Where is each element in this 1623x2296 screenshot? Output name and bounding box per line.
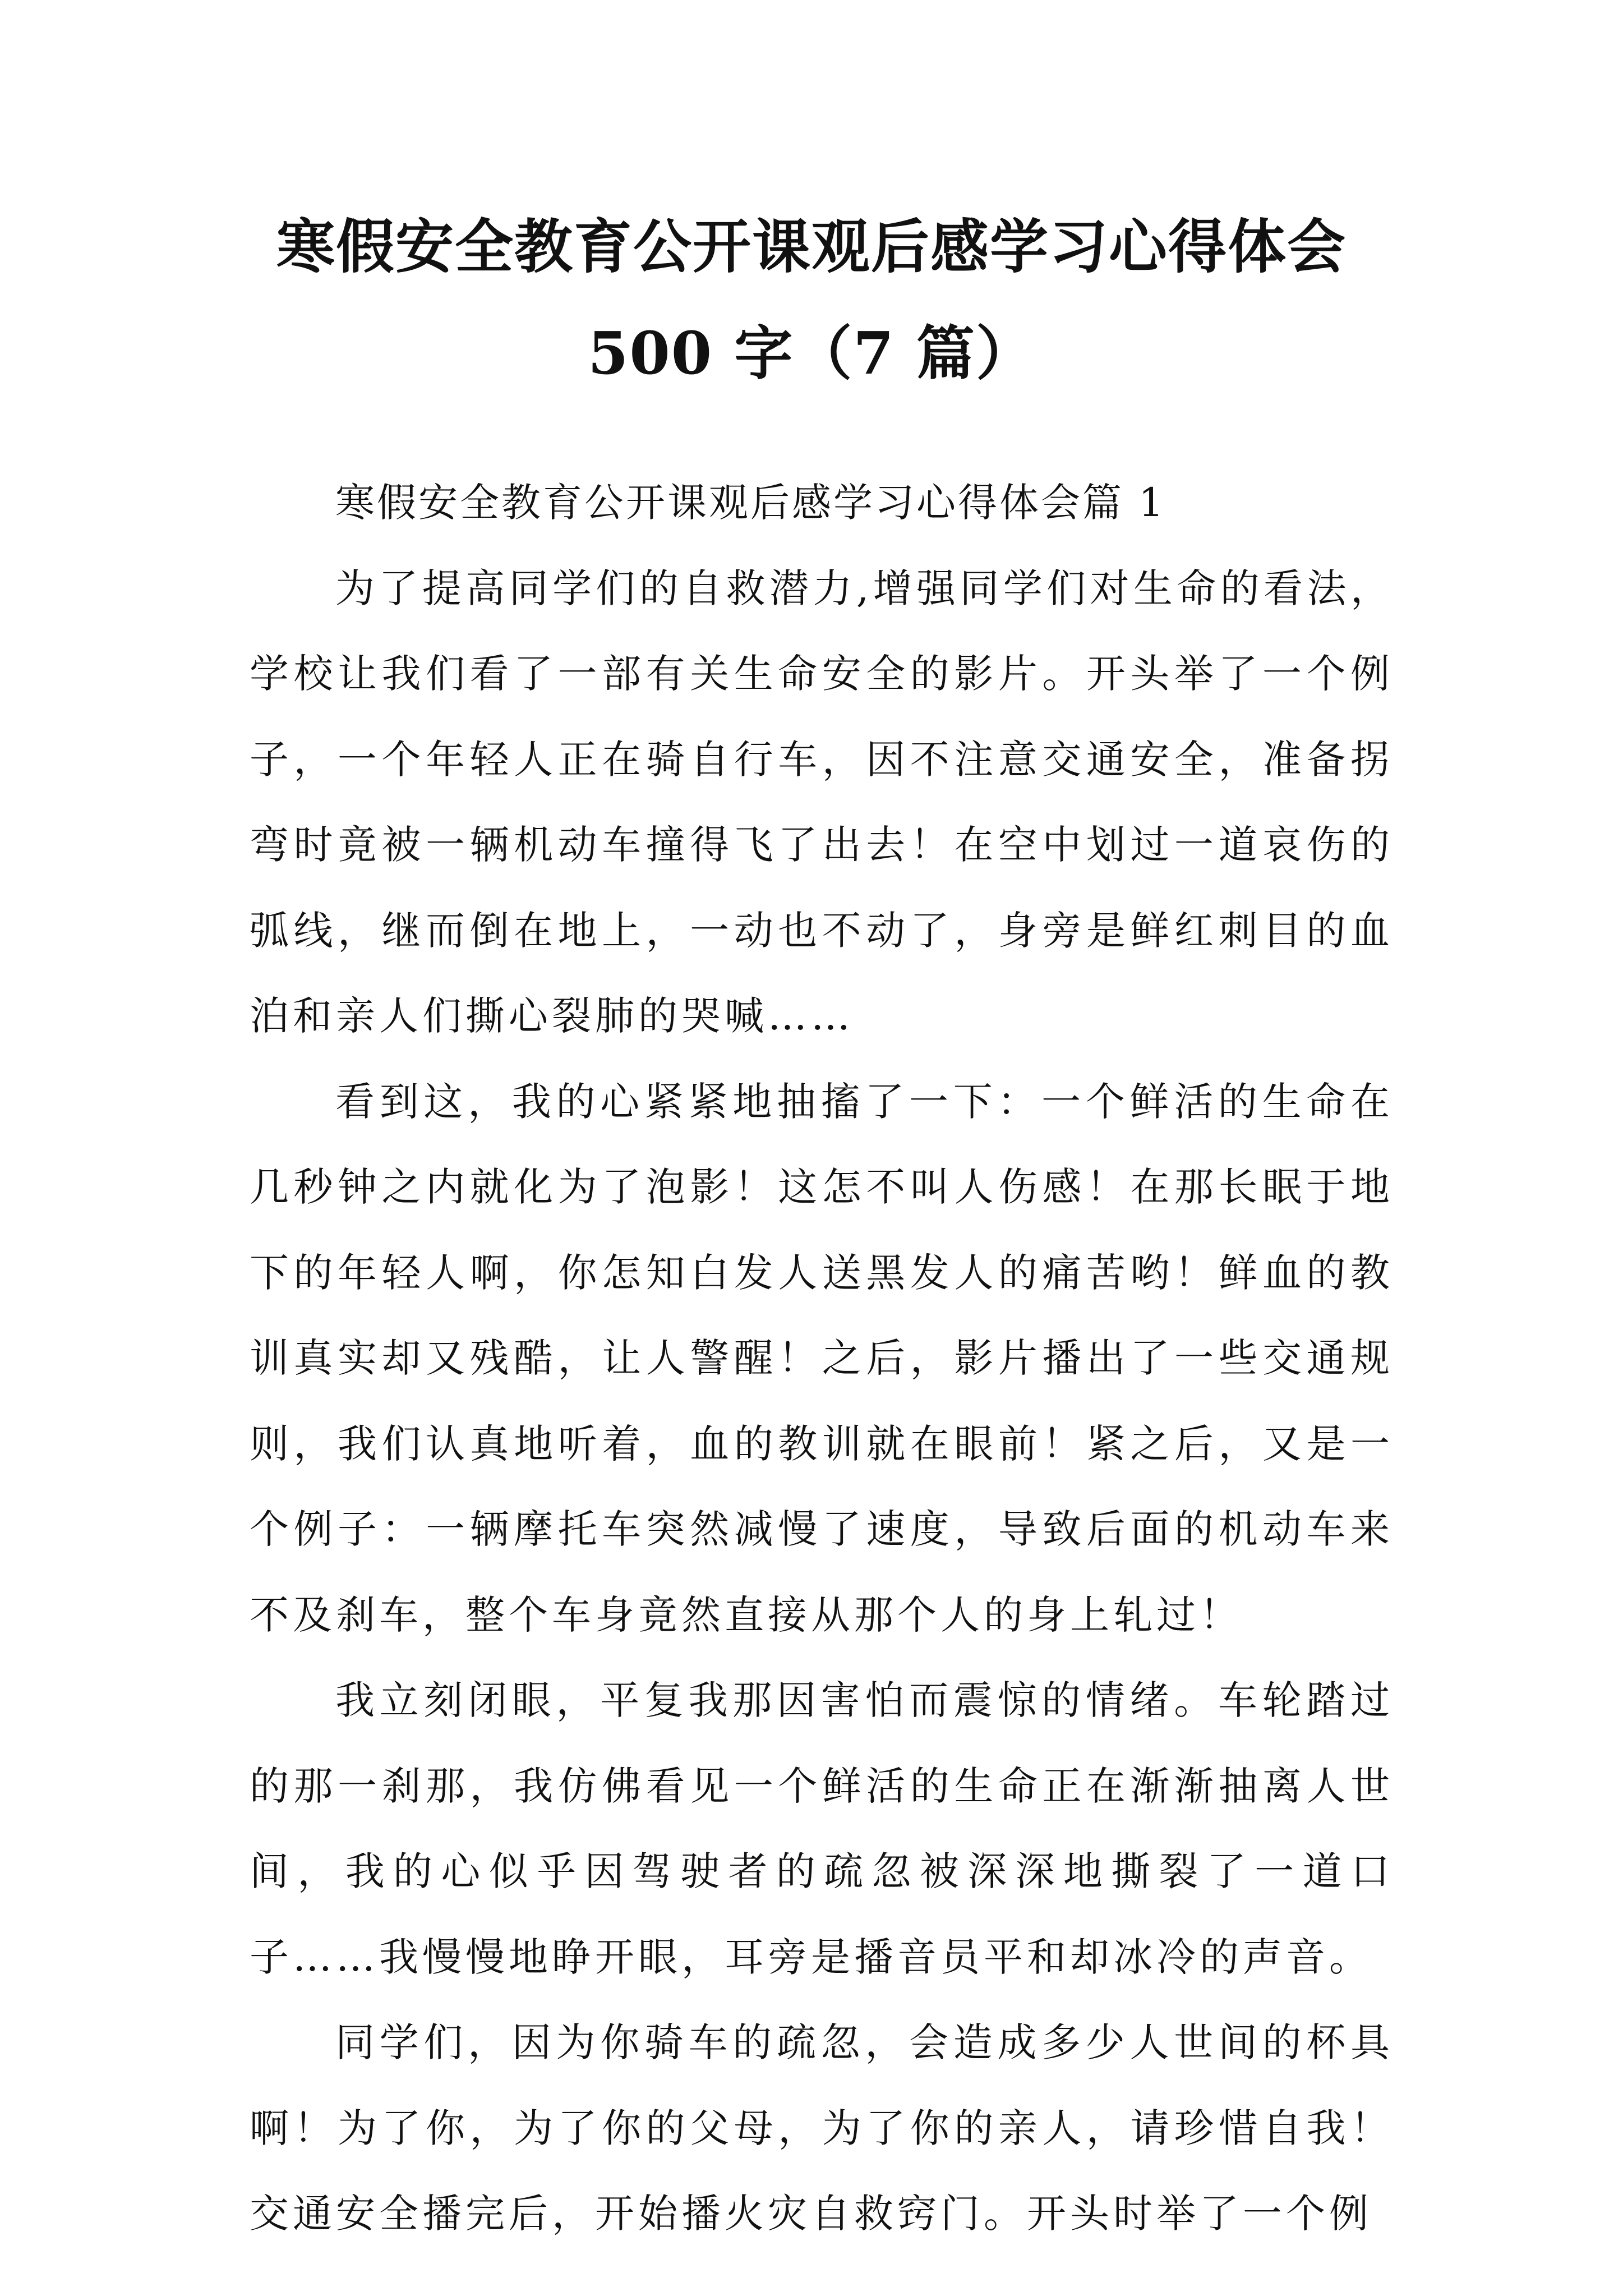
document-body <box>250 460 1394 2257</box>
document-title <box>168 194 1455 407</box>
paragraph-4: 同学们，因为你骑车的疏忽，会造成多少人世间的杯具啊！为了你，为了你的父母，为了你的亲人，请珍惜自我！交通安全播完后，开始播火灾自救窍门。开头时举了一个例 <box>250 2019 1394 2237</box>
title-line-1: 寒假安全教育公开课观后感学习心得体会 <box>276 212 1347 281</box>
title-line-2: 500 字（7 篇） <box>588 319 1035 388</box>
paragraph-3: 我立刻闭眼，平复我那因害怕而震惊的情绪。车轮踏过的那一刹那，我仿佛看见一个鲜活的生命正在渐渐抽离人世间，我的心似乎因驾驶者的疏忽被深深地撕裂了一道口子……我慢慢地睁开眼，耳旁是播音员平和却冰冷的声音。 <box>250 1677 1394 1980</box>
paragraph-1: 为了提高同学们的自救潜力,增强同学们对生命的看法，学校让我们看了一部有关生命安全的影片。开头举了一个例子，一个年轻人正在骑自行车，因不注意交通安全，准备拐弯时竟被一辆机动车撞得飞了出去！在空中划过一道哀伤的弧线，继而倒在地上，一动也不动了，身旁是鲜红刺目的血泊和亲人们撕心裂肺的哭喊…… <box>250 565 1394 1039</box>
paragraph-2: 看到这，我的心紧紧地抽搐了一下：一个鲜活的生命在几秒钟之内就化为了泡影！这怎不叫人伤感！在那长眠于地下的年轻人啊，你怎知白发人送黑发人的痛苦哟！鲜血的教训真实却又残酷，让人警醒！之后，影片播出了一些交通规则，我们认真地听着，血的教训就在眼前！紧之后，又是一个例子：一辆摩托车突然减慢了速度，导致后面的机动车来不及刹车，整个车身竟然直接从那个人的身上轧过！ <box>250 1078 1394 1638</box>
section-heading: 寒假安全教育公开课观后感学习心得体会篇 1 <box>335 480 1166 526</box>
